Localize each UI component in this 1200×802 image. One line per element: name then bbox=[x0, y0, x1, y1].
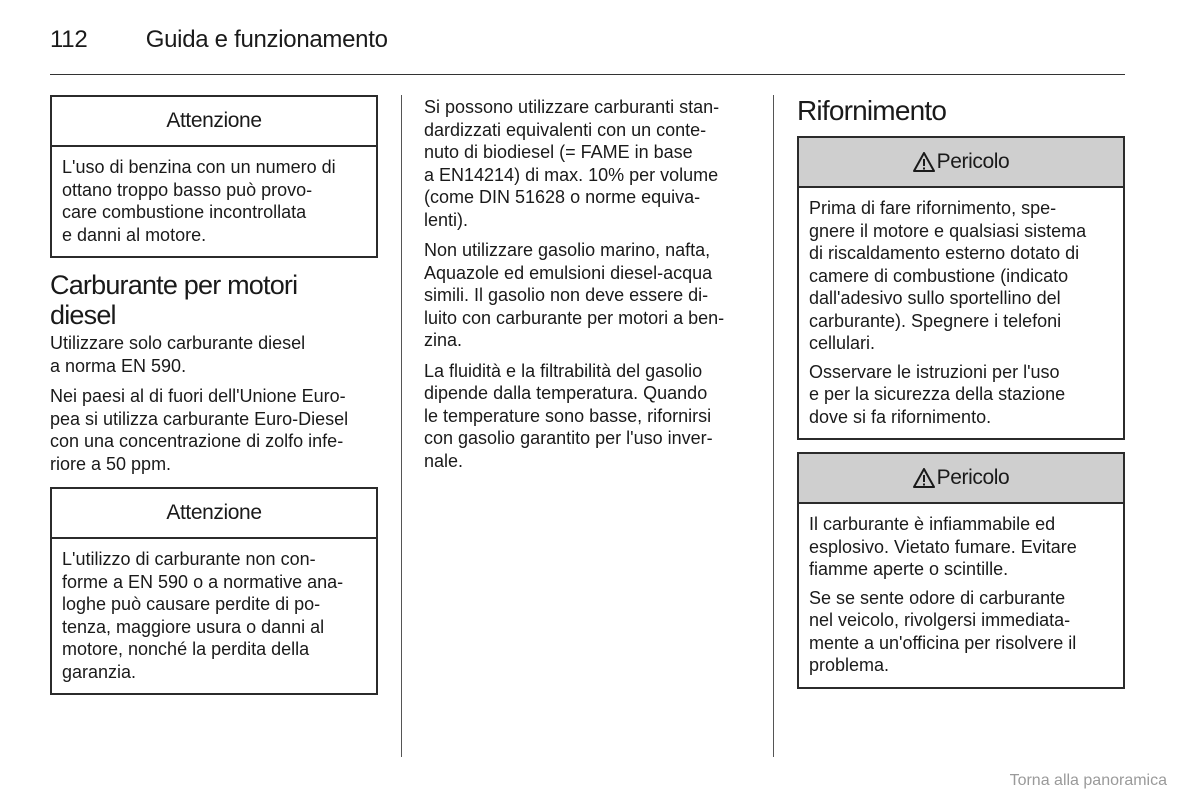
danger-text: Prima di fare rifornimento, spe- gnere il motore e qualsiasi sistema di riscaldamento esterno dotato di camere di combustione (indicato dall'adesivo sullo sportellino del carburante). Spegnere i telefoni cellulari. bbox=[809, 198, 1087, 353]
danger-box-refueling bbox=[797, 136, 1125, 440]
danger-header bbox=[799, 138, 1123, 188]
paragraph: Si possono utilizzare carburanti stan- dardizzati equivalenti con un conte- nuto di biodiesel (= FAME in base a EN14214) di max. 10% per volume (come DIN 51628 o norme equiva- lenti). bbox=[424, 97, 720, 230]
right-column bbox=[797, 92, 1125, 689]
notice-text: L'utilizzo di carburante non con- forme a EN 590 o a normative ana- loghe può causare perdite di po- tenza, maggiore usura o danni al motore, nonché la perdita della garanzia. bbox=[62, 549, 344, 682]
page-header bbox=[50, 26, 388, 54]
warning-triangle-icon bbox=[913, 468, 935, 488]
column-divider-right bbox=[773, 95, 774, 757]
paragraph: Utilizzare solo carburante diesel a norma EN 590. bbox=[50, 333, 306, 376]
back-to-overview-link[interactable]: Torna alla panoramica bbox=[1009, 772, 1167, 789]
danger-text: Il carburante è infiammabile ed esplosivo. Vietato fumare. Evitare fiamme aperte o scintille. bbox=[809, 514, 1077, 579]
middle-column bbox=[424, 96, 752, 480]
notice-text: L'uso di benzina con un numero di ottano troppo basso può provo- care combustione incontrollata e danni al motore. bbox=[62, 157, 336, 245]
header-divider bbox=[50, 74, 1125, 75]
paragraph: La fluidità e la filtrabilità del gasolio dipende dalla temperatura. Quando le temperature sono basse, rifornirsi con gasolio garantito per l'uso inver- nale. bbox=[424, 360, 713, 471]
paragraph: Non utilizzare gasolio marino, nafta, Aquazole ed emulsioni diesel-acqua simili. Il gasolio non deve essere di- luito con carburante per motori a ben- zina. bbox=[424, 240, 725, 350]
notice-box-diesel bbox=[50, 487, 378, 695]
notice-title: Attenzione bbox=[52, 489, 376, 539]
section-title-diesel: Carburante per motori diesel bbox=[50, 270, 298, 330]
danger-header bbox=[799, 454, 1123, 504]
danger-text: Se se sente odore di carburante nel veicolo, rivolgersi immediata- mente a un'officina per risolvere il problema. bbox=[809, 587, 1077, 675]
notice-box-gasoline bbox=[50, 95, 378, 258]
danger-text: Osservare le istruzioni per l'uso e per la sicurezza della stazione dove si fa rifornimento. bbox=[809, 361, 1066, 427]
left-column bbox=[50, 95, 378, 695]
warning-triangle-icon bbox=[913, 152, 935, 172]
danger-box-flammable bbox=[797, 452, 1125, 689]
section-title-refueling: Rifornimento bbox=[797, 95, 947, 126]
page-number: 112 bbox=[50, 26, 88, 53]
notice-title: Attenzione bbox=[52, 97, 376, 147]
chapter-title: Guida e funzionamento bbox=[145, 26, 388, 53]
danger-title: Pericolo bbox=[936, 149, 1010, 173]
column-divider-left bbox=[401, 95, 402, 757]
danger-title: Pericolo bbox=[936, 465, 1010, 489]
paragraph: Nei paesi al di fuori dell'Unione Euro- pea si utilizza carburante Euro-Diesel con una concentrazione di zolfo infe- riore a 50 ppm. bbox=[50, 386, 349, 474]
